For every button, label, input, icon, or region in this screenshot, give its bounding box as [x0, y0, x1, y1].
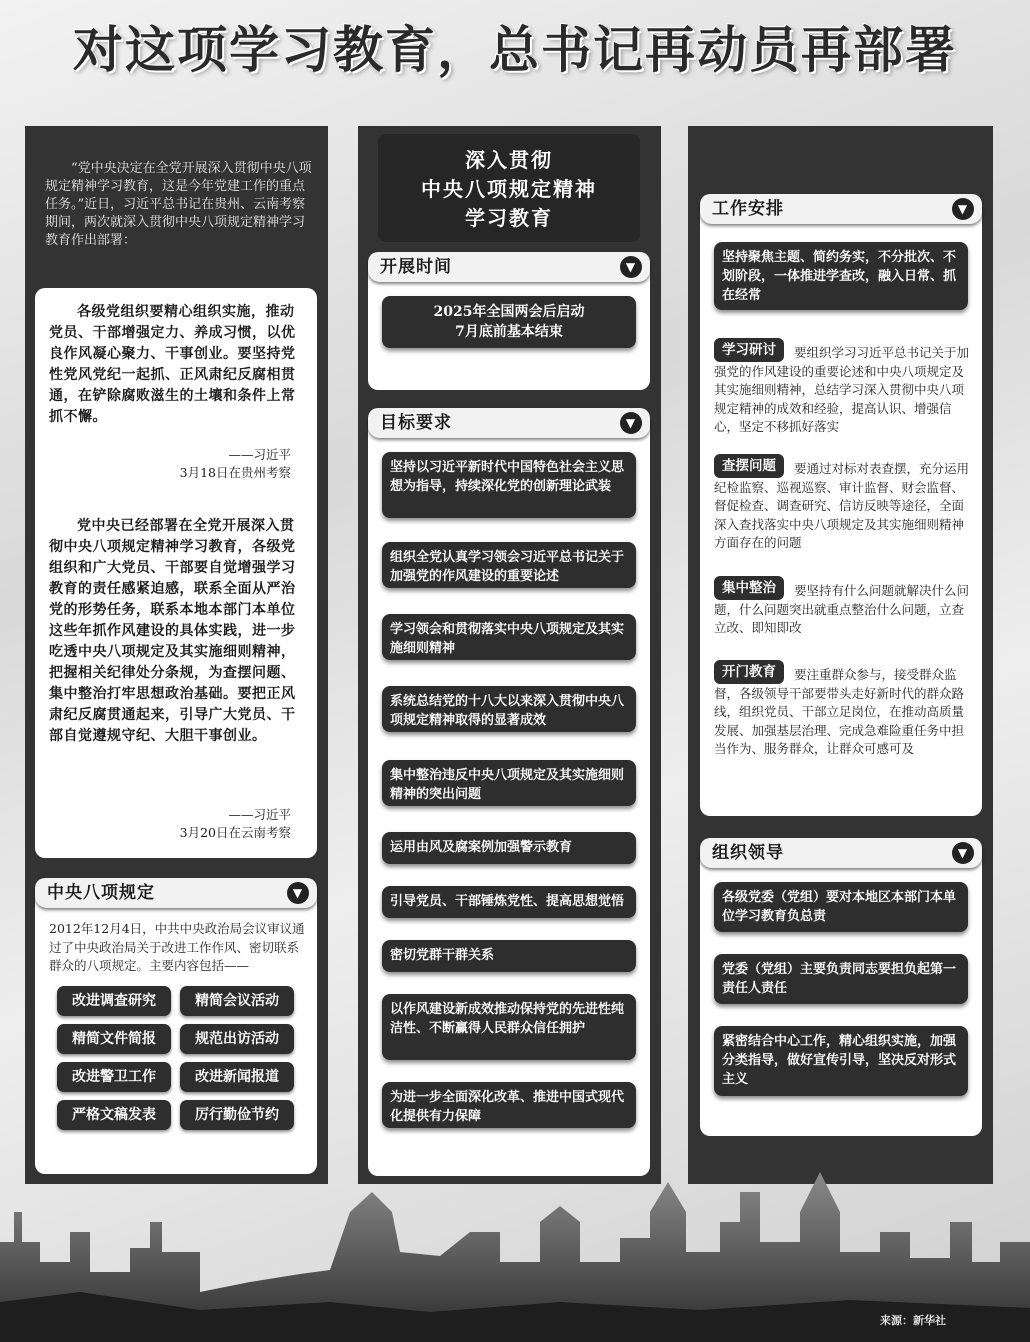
time-line-1: 2025年全国两会后启动 [433, 304, 585, 320]
intro-text: “党中央决定在全党开展深入贯彻中央八项规定精神学习教育，这是今年党建工作的重点任务。”近日，习近平总书记在贵州、云南考察期间，两次就深入贯彻中央八项规定精神学习教育作出部署： [45, 161, 312, 248]
goals-header[interactable] [368, 408, 650, 438]
section-text: 要组织学习习近平总书记关于加强党的作风建设的重要论述和中央八项规定及其实施细则精神，总结学习深入贯彻中央八项规定精神的成效和经验，提高认识、增强信心，坚定不移抓好落实 [714, 345, 970, 434]
goal-item: 引导党员、干部锤炼党性、提高思想觉悟 [382, 886, 636, 918]
org-item: 党委（党组）主要负责同志要担负起第一责任人责任 [714, 954, 968, 1004]
work-title: 工作安排 [712, 199, 784, 219]
rule-tag: 严格文稿发表 [57, 1100, 171, 1130]
org-item: 紧密结合中心工作，精心组织实施，加强分类指导，做好宣传引导，坚决反对形式主义 [714, 1026, 968, 1096]
section-text: 要注重群众参与，接受群众监督，各级领导干部要带头走好新时代的群众路线，组织党员、干部立足岗位，在推动高质量发展、加强基层治理、完成急难险重任务中担当作为、服务群众，让群众可感可及 [714, 667, 965, 756]
time-title: 开展时间 [380, 257, 452, 277]
chevron-down-icon[interactable]: ▼ [952, 198, 974, 220]
page-title: 对这项学习教育，总书记再动员再部署 [73, 21, 957, 79]
goal-item: 系统总结党的十八大以来深入贯彻中央八项规定精神取得的显著成效 [382, 686, 636, 732]
chevron-down-icon[interactable]: ▼ [620, 256, 642, 278]
heading-line: 深入贯彻 [465, 148, 553, 172]
rules-panel [35, 878, 317, 1174]
heading-line: 学习教育 [465, 206, 553, 230]
goal-item: 集中整治违反中央八项规定及其实施细则精神的突出问题 [382, 760, 636, 806]
goal-item: 运用由风及腐案例加强警示教育 [382, 832, 636, 864]
rule-tag: 精简会议活动 [180, 986, 294, 1016]
time-line-2: 7月底前基本结束 [455, 324, 563, 340]
rules-header[interactable] [35, 878, 317, 908]
left-column [25, 126, 328, 1184]
city-skyline-illustration [0, 1152, 1030, 1342]
org-title: 组织领导 [712, 843, 784, 863]
goal-item: 坚持以习近平新时代中国特色社会主义思想为指导，持续深化党的创新理论武装 [382, 452, 636, 518]
middle-column [358, 126, 661, 1184]
rule-tag: 精简文件简报 [57, 1024, 171, 1054]
chevron-down-icon[interactable]: ▼ [287, 882, 309, 904]
rules-title: 中央八项规定 [47, 883, 155, 903]
rules-intro: 2012年12月4日，中共中央政治局会议审议通过了中央政治局关于改进工作作风、密切联系群众的八项规定。主要内容包括—— [49, 921, 305, 973]
rule-tag: 改进调查研究 [57, 986, 171, 1016]
chevron-down-icon[interactable]: ▼ [620, 412, 642, 434]
section-text: 要坚持有什么问题就解决什么问题，什么问题突出就重点整治什么问题，立查立改、即知即改 [714, 583, 970, 635]
quote-1: 各级党组织要精心组织实施，推动党员、干部增强定力、养成习惯，以优良作风凝心聚力、干事创业。要坚持党性党风党纪一起抓、正风肃纪反腐相贯通，在铲除腐败滋生的土壤和条件上常抓不懈。 [49, 304, 296, 425]
right-column [688, 126, 993, 1184]
rule-tag: 厉行勤俭节约 [180, 1100, 294, 1130]
goals-panel [368, 408, 650, 1176]
quotes-panel [35, 288, 317, 858]
quote-2-place: 3月20日在云南考察 [179, 825, 291, 840]
section-label: 开门教育 [714, 660, 784, 684]
org-panel [700, 838, 982, 1136]
campaign-heading [378, 134, 640, 242]
rule-tag: 改进警卫工作 [57, 1062, 171, 1092]
quote-1-place: 3月18日在贵州考察 [179, 465, 291, 480]
time-panel [368, 252, 650, 390]
time-header[interactable] [368, 252, 650, 282]
goal-item: 为进一步全面深化改革、推进中国式现代化提供有力保障 [382, 1082, 636, 1128]
chevron-down-icon[interactable]: ▼ [952, 842, 974, 864]
rule-tag: 规范出访活动 [180, 1024, 294, 1054]
rule-tag: 改进新闻报道 [180, 1062, 294, 1092]
quote-2-author: ——习近平 [228, 807, 291, 822]
section-label: 学习研讨 [714, 338, 784, 362]
work-panel [700, 194, 982, 816]
goal-item: 学习领会和贯彻落实中央八项规定及其实施细则精神 [382, 614, 636, 660]
section-text: 要通过对标对表查摆，充分运用纪检监察、巡视巡察、审计监督、财会监督、督促检查、调查研究、信访反映等途径，全面深入查找落实中央八项规定及其实施细则精神方面存在的问题 [714, 461, 970, 550]
org-item: 各级党委（党组）要对本地区本部门本单位学习教育负总责 [714, 882, 968, 932]
goals-title: 目标要求 [380, 413, 452, 433]
goal-item: 以作风建设新成效推动保持党的先进性纯洁性、不断赢得人民群众信任拥护 [382, 994, 636, 1060]
quote-2: 党中央已经部署在全党开展深入贯彻中央八项规定精神学习教育，各级党组织和广大党员、干部要自觉增强学习教育的责任感紧迫感，联系全面从严治党的形势任务，联系本地本部门本单位这些年抓作风建设的具体实践，进一步吃透中央八项规定及其实施细则精神，把握相关纪律处分条规，为查摆问题、集中整治打牢思想政治基础。要把正风肃纪反腐贯通起来，引导广大党员、干部自觉遵规守纪、大胆干事创业。 [49, 518, 296, 744]
heading-line: 中央八项规定精神 [421, 177, 597, 201]
section-label: 集中整治 [714, 576, 784, 600]
section-label: 查摆问题 [714, 454, 784, 478]
time-box [382, 296, 636, 348]
work-intro: 坚持聚焦主题、简约务实，不分批次、不划阶段，一体推进学查改，融入日常、抓在经常 [714, 242, 968, 310]
goal-item: 组织全党认真学习领会习近平总书记关于加强党的作风建设的重要论述 [382, 542, 636, 588]
quote-1-author: ——习近平 [228, 447, 291, 462]
org-header[interactable] [700, 838, 982, 868]
source-credit: 来源：新华社 [880, 1314, 946, 1327]
work-header[interactable] [700, 194, 982, 224]
goal-item: 密切党群干群关系 [382, 940, 636, 972]
